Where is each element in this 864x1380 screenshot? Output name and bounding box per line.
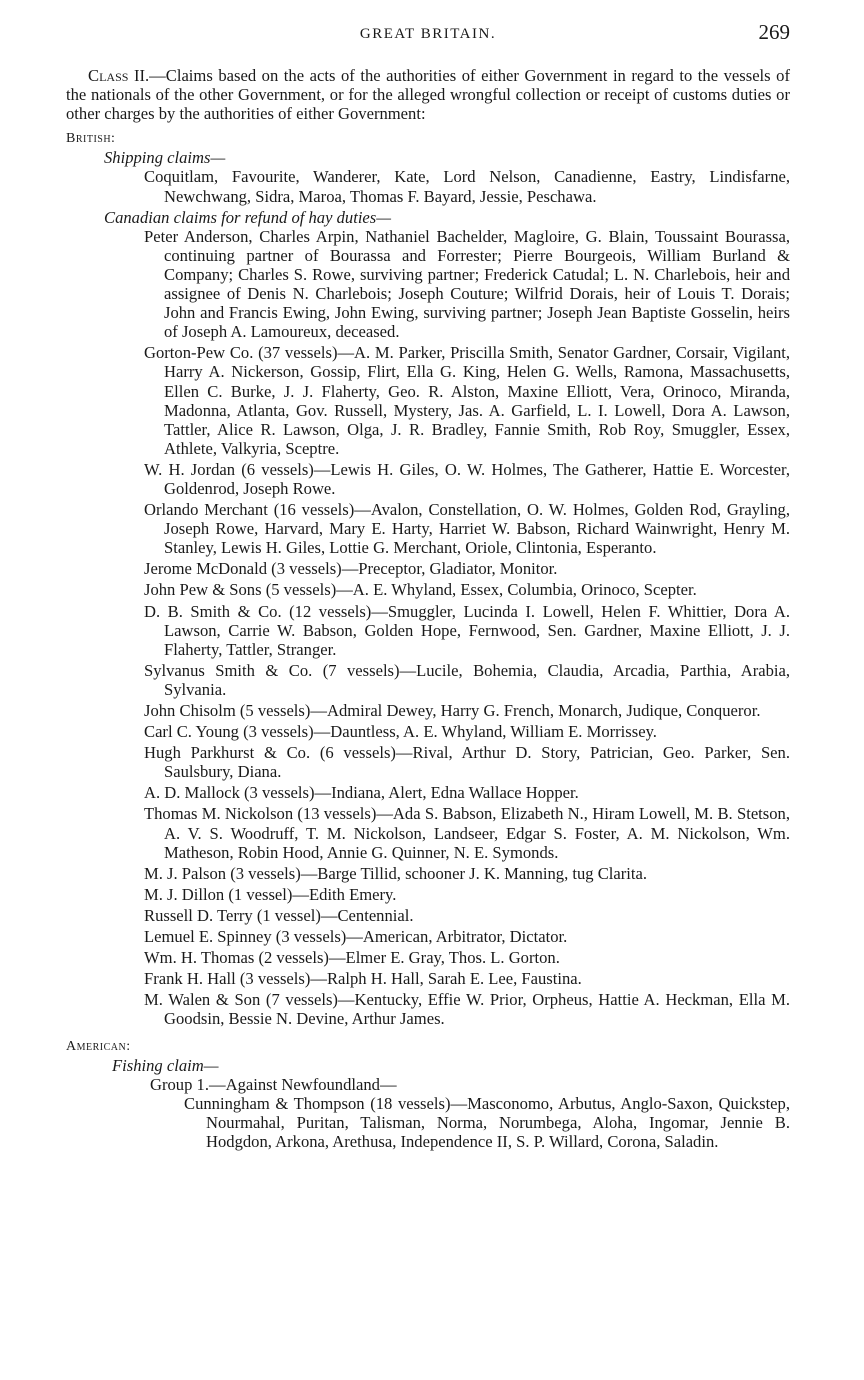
american-heading: American: — [66, 1038, 131, 1054]
claimant-entry: Peter Anderson, Charles Arpin, Nathaniel Bachelder, Magloire, G. Blain, Toussaint Bourassa, continuing partner of Bourassa and Forrester; Pierre Bourgeois, William Burland & Company; Charles S. Rowe, surviving partner; Frederick Catudal; L. N. Charlebois, heir and assignee of Denis N. Charlebois; Joseph Couture; Wilfrid Dorais, heir of Louis T. Dorais; John and Francis Ewing, John Ewing, surviving partner; Joseph Jean Baptiste Gosselin, heirs of Joseph A. Lamoureux, deceased. — [144, 226, 790, 342]
claimant-entry: Lemuel E. Spinney (3 vessels)—American, Arbitrator, Dictator. — [144, 927, 568, 947]
claimant-entry: Hugh Parkhurst & Co. (6 vessels)—Rival, Arthur D. Story, Patrician, Geo. Parker, Sen. Saulsbury, Diana. — [144, 743, 790, 782]
claimant-entry: Gorton-Pew Co. (37 vessels)—A. M. Parker, Priscilla Smith, Senator Gardner, Corsair, Vigilant, Harry A. Nickerson, Gossip, Flirt, Ella G. King, Helen G. Wells, Ramona, Massachusetts, Ellen C. Burke, J. J. Flaherty, Geo. R. Alston, Maxine Elliott, Vera, Orinoco, Miranda, Madonna, Atlanta, Gov. Russell, Mystery, Jas. A. Garfield, L. I. Lowell, Dora A. Lawson, Tattler, Alice R. Lawson, Olga, J. R. Bradley, Fannie Smith, Rob Roy, Smuggler, Essex, Athlete, Valkyria, Sceptre. — [144, 343, 790, 458]
claimant-entry: M. J. Palson (3 vessels)—Barge Tillid, schooner J. K. Manning, tug Clarita. — [144, 863, 648, 883]
claimant-entry: Carl C. Young (3 vessels)—Dauntless, A. E. Whyland, William E. Morrissey. — [144, 722, 657, 742]
claimant-entry: A. D. Mallock (3 vessels)—Indiana, Alert, Edna Wallace Hopper. — [144, 783, 579, 803]
shipping-claims-list: Coquitlam, Favourite, Wanderer, Kate, Lord Nelson, Canadienne, Eastry, Lindisfarne, Newchwang, Sidra, Maroa, Thomas F. Bayard, Jessie, Peschawa. — [144, 167, 790, 206]
fishing-claim-heading: Fishing claim— — [112, 1055, 219, 1075]
claimant-entry: Wm. H. Thomas (2 vessels)—Elmer E. Gray, Thos. L. Gorton. — [144, 948, 560, 968]
british-heading: British: — [66, 131, 116, 147]
class-label: Class II. — [88, 66, 150, 85]
claimant-entry: M. J. Dillon (1 vessel)—Edith Emery. — [144, 884, 397, 904]
hay-duties-heading: Canadian claims for refund of hay duties— — [104, 207, 392, 227]
claimant-entry: Orlando Merchant (16 vessels)—Avalon, Constellation, O. W. Holmes, Golden Rod, Grayling, Joseph Rowe, Harvard, Mary E. Harty, Harriet W. Babson, Richard Wainwright, Henry M. Stanley, Lewis H. Giles, Lottie G. Merchant, Oriole, Clintonia, Esperanto. — [144, 500, 790, 558]
group-heading: Group 1.—Against Newfoundland— — [150, 1074, 397, 1094]
claimant-entry: W. H. Jordan (6 vessels)—Lewis H. Giles, O. W. Holmes, The Gatherer, Hattie E. Worcester, Goldenrod, Joseph Rowe. — [144, 459, 790, 498]
hay-duties-claimant-list — [66, 227, 790, 1029]
class-intro-text: —Claims based on the acts of the authorities of either Government in regard to the vessels of the nationals of the other Government, or for the alleged wrongful collection or receipt of customs duties or other charges by the authorities of either Government: — [66, 66, 790, 124]
class-intro-paragraph — [66, 66, 790, 123]
shipping-claims-heading: Shipping claims— — [104, 148, 226, 168]
claimant-entry: D. B. Smith & Co. (12 vessels)—Smuggler, Lucinda I. Lowell, Helen F. Whittier, Dora A. Lawson, Carrie W. Babson, Golden Hope, Fernwood, Sen. Gardner, Maxine Elliott, J. J. Flaherty, Tattler, Stranger. — [144, 601, 790, 659]
claimant-entry: Russell D. Terry (1 vessel)—Centennial. — [144, 905, 414, 925]
claimant-entry: M. Walen & Son (7 vessels)—Kentucky, Effie W. Prior, Orpheus, Hattie A. Heckman, Ella M. Goodsin, Bessie N. Devine, Arthur James. — [144, 990, 790, 1029]
claimant-entry: John Pew & Sons (5 vessels)—A. E. Whyland, Essex, Columbia, Orinoco, Scepter. — [144, 580, 697, 600]
claimant-entry: Frank H. Hall (3 vessels)—Ralph H. Hall, Sarah E. Lee, Faustina. — [144, 969, 582, 989]
claimant-entry: John Chisolm (5 vessels)—Admiral Dewey, Harry G. French, Monarch, Judique, Conqueror. — [144, 701, 761, 720]
claimant-entry: Cunningham & Thompson (18 vessels)—Masconomo, Arbutus, Anglo-Saxon, Quickstep, Nourmahal, Puritan, Talisman, Norma, Norumbega, Aloha, Ingomar, Jennie B. Hodgdon, Arkona, Arethusa, Independence II, S. P. Willard, Corona, Saladin. — [184, 1093, 790, 1151]
claimant-entry: Sylvanus Smith & Co. (7 vessels)—Lucile, Bohemia, Claudia, Arcadia, Parthia, Arabia, Sylvania. — [144, 660, 790, 699]
claimant-entry: Thomas M. Nickolson (13 vessels)—Ada S. Babson, Elizabeth N., Hiram Lowell, M. B. Stetson, A. V. S. Woodruff, T. M. Nickolson, Landseer, Edgar S. Foster, A. M. Nickolson, Wm. Matheson, Robin Hood, Annie G. Quinner, N. E. Symonds. — [144, 804, 790, 862]
page-body — [66, 66, 790, 1151]
running-head: GREAT BRITAIN. — [359, 26, 497, 42]
page-header — [66, 20, 790, 52]
page-number: 269 — [758, 20, 790, 44]
claimant-entry: Jerome McDonald (3 vessels)—Preceptor, Gladiator, Monitor. — [144, 559, 558, 579]
